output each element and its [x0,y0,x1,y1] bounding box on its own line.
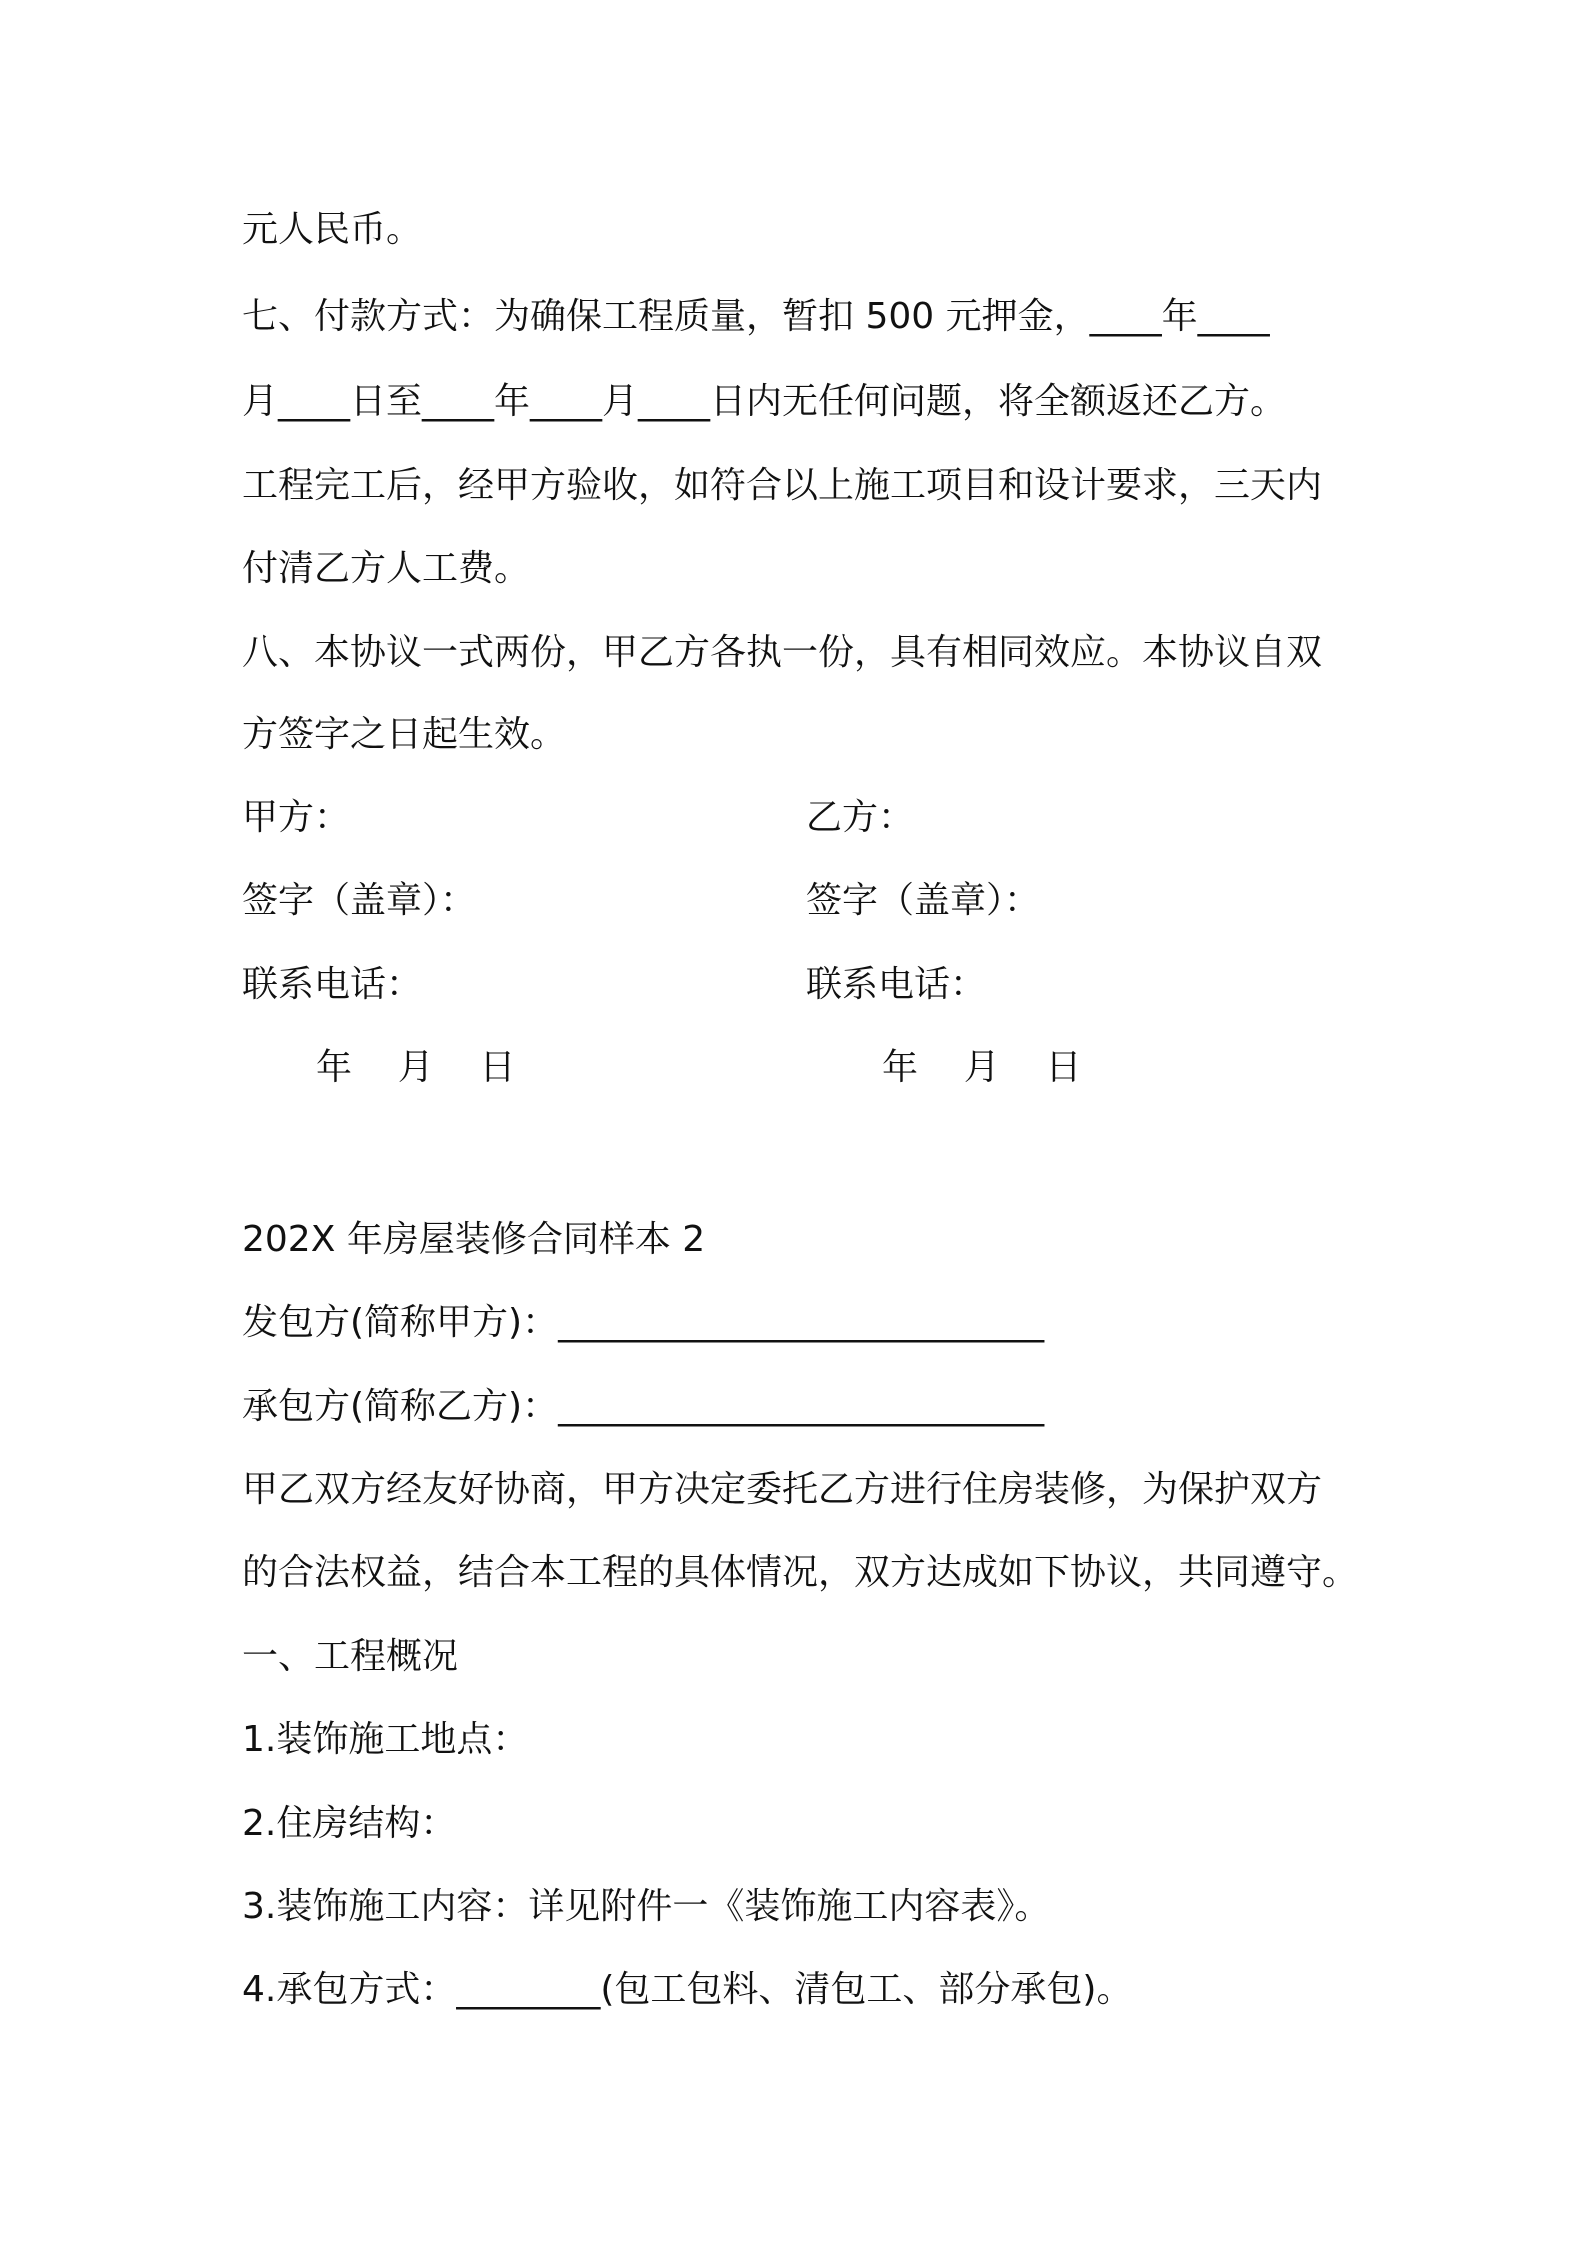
section-heading-1: 一、工程概况 [242,1636,459,1677]
contractor-line: 承包方(简称乙方)：___________________________ [242,1386,1045,1427]
employer-line: 发包方(简称甲方)：___________________________ [242,1302,1045,1343]
text-line-7: 方签字之日起生效。 [242,714,567,755]
party-b-date: 年 月 日 [882,1047,1082,1088]
party-b-phone-label: 联系电话： [806,964,987,1005]
item-3: 3.装饰施工内容：详见附件一《装饰施工内容表》。 [242,1886,1051,1927]
item-2: 2.住房结构： [242,1803,457,1844]
party-a-phone-label: 联系电话： [242,964,423,1005]
item-4: 4.承包方式：________(包工包料、清包工、部分承包)。 [242,1969,1133,2010]
text-line-1: 元人民币。 [242,209,423,250]
text-line-4: 工程完工后，经甲方验收，如符合以上施工项目和设计要求，三天内 [242,465,1323,506]
intro-line-1: 甲乙双方经友好协商，甲方决定委托乙方进行住房装修，为保护双方 [242,1469,1323,1510]
party-a-sign-label: 签字（盖章）： [242,880,477,921]
party-b-sign-label: 签字（盖章）： [806,880,1041,921]
text-line-6: 八、本协议一式两份，甲乙方各执一份，具有相同效应。本协议自双 [242,632,1323,673]
item-1: 1.装饰施工地点： [242,1719,529,1760]
text-line-2: 七、付款方式：为确保工程质量，暂扣 500 元押金，____年____ [242,296,1270,337]
intro-line-2: 的合法权益，结合本工程的具体情况，双方达成如下协议，共同遵守。 [242,1552,1359,1593]
party-a-date: 年 月 日 [316,1047,516,1088]
text-line-3: 月____日至____年____月____日内无任何问题，将全额返还乙方。 [242,381,1287,422]
party-a-label: 甲方： [242,797,351,838]
section2-title: 202X 年房屋装修合同样本 2 [242,1219,706,1260]
party-b-label: 乙方： [806,797,915,838]
text-line-5: 付清乙方人工费。 [242,548,531,589]
